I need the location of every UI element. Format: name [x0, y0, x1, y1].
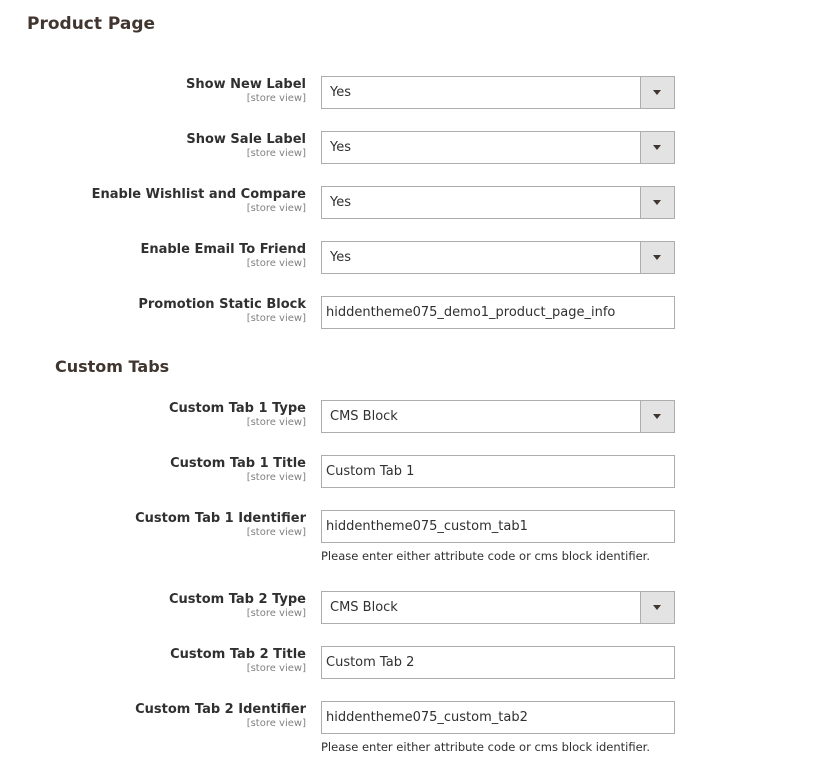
input-value: hiddentheme075_demo1_product_page_info: [326, 305, 616, 320]
select-value: Yes: [330, 85, 351, 100]
field-label-text: Enable Wishlist and Compare: [91, 187, 306, 202]
select-value: Yes: [330, 250, 351, 265]
field-row-promotion-static-block: [0, 296, 817, 330]
field-row-tab2-title: [0, 646, 817, 680]
field-label-text: Custom Tab 2 Title: [170, 647, 306, 662]
field-row-tab1-identifier: [0, 510, 817, 544]
field-label-text: Show New Label: [186, 77, 306, 92]
field-label: [186, 131, 306, 160]
tab1-type-select[interactable]: [321, 400, 675, 433]
field-row-tab1-title: [0, 455, 817, 489]
input-value: Custom Tab 2: [326, 655, 415, 670]
field-label: [170, 646, 306, 675]
field-row-tab2-type: [0, 591, 817, 625]
field-label: [186, 76, 306, 105]
input-value: Custom Tab 1: [326, 464, 415, 479]
tab2-title-input[interactable]: [321, 646, 675, 679]
field-label-text: Promotion Static Block: [138, 297, 306, 312]
promotion-static-block-input[interactable]: [321, 296, 675, 329]
chevron-down-icon: [653, 255, 661, 260]
chevron-down-icon: [653, 145, 661, 150]
scope-note: [store view]: [246, 663, 306, 674]
scope-note: [store view]: [246, 313, 306, 324]
chevron-down-icon: [653, 90, 661, 95]
field-label: [140, 241, 306, 270]
field-label-text: Custom Tab 1 Identifier: [135, 511, 306, 526]
field-label: [170, 455, 306, 484]
field-label-text: Enable Email To Friend: [140, 242, 306, 257]
tab1-title-input[interactable]: [321, 455, 675, 488]
show-sale-label-select[interactable]: [321, 131, 675, 164]
field-label: [138, 296, 306, 325]
section-title: Product Page: [27, 14, 156, 34]
dropdown-button[interactable]: [640, 187, 674, 218]
field-label: [135, 701, 306, 730]
field-row-show-new-label: [0, 76, 817, 110]
scope-note: [store view]: [246, 417, 306, 428]
dropdown-button[interactable]: [640, 77, 674, 108]
scope-note: [store view]: [246, 203, 306, 214]
input-value: hiddentheme075_custom_tab2: [326, 710, 528, 725]
tab1-identifier-input[interactable]: [321, 510, 675, 543]
scope-note: [store view]: [246, 527, 306, 538]
tab2-type-select[interactable]: [321, 591, 675, 624]
field-label-text: Custom Tab 1 Type: [168, 401, 306, 416]
field-row-tab2-identifier: [0, 701, 817, 735]
field-label-text: Custom Tab 2 Identifier: [135, 702, 306, 717]
dropdown-button[interactable]: [640, 132, 674, 163]
scope-note: [store view]: [246, 258, 306, 269]
enable-email-friend-select[interactable]: [321, 241, 675, 274]
dropdown-button[interactable]: [640, 592, 674, 623]
field-label-text: Custom Tab 2 Type: [168, 592, 306, 607]
field-row-show-sale-label: [0, 131, 817, 165]
dropdown-button[interactable]: [640, 242, 674, 273]
field-row-enable-wishlist-compare: [0, 186, 817, 220]
scope-note: [store view]: [246, 472, 306, 483]
select-value: Yes: [330, 195, 351, 210]
field-row-enable-email-friend: [0, 241, 817, 275]
field-label: [169, 400, 306, 429]
select-value: Yes: [330, 140, 351, 155]
field-row-tab1-type: [0, 400, 817, 434]
dropdown-button[interactable]: [640, 401, 674, 432]
scope-note: [store view]: [246, 148, 306, 159]
custom-tabs-title: Custom Tabs: [55, 357, 170, 376]
field-note: Please enter either attribute code or cms block identifier.: [321, 740, 651, 754]
scope-note: [store view]: [246, 608, 306, 619]
enable-wishlist-compare-select[interactable]: [321, 186, 675, 219]
field-note: Please enter either attribute code or cms block identifier.: [321, 549, 651, 563]
field-label: [92, 186, 306, 215]
select-value: CMS Block: [330, 409, 398, 424]
input-value: hiddentheme075_custom_tab1: [326, 519, 528, 534]
field-label: [135, 510, 306, 539]
chevron-down-icon: [653, 414, 661, 419]
field-label: [169, 591, 306, 620]
field-label-text: Custom Tab 1 Title: [170, 456, 306, 471]
chevron-down-icon: [653, 605, 661, 610]
scope-note: [store view]: [246, 718, 306, 729]
show-new-label-select[interactable]: [321, 76, 675, 109]
tab2-identifier-input[interactable]: [321, 701, 675, 734]
scope-note: [store view]: [246, 93, 306, 104]
select-value: CMS Block: [330, 600, 398, 615]
field-label-text: Show Sale Label: [186, 132, 306, 147]
chevron-down-icon: [653, 200, 661, 205]
